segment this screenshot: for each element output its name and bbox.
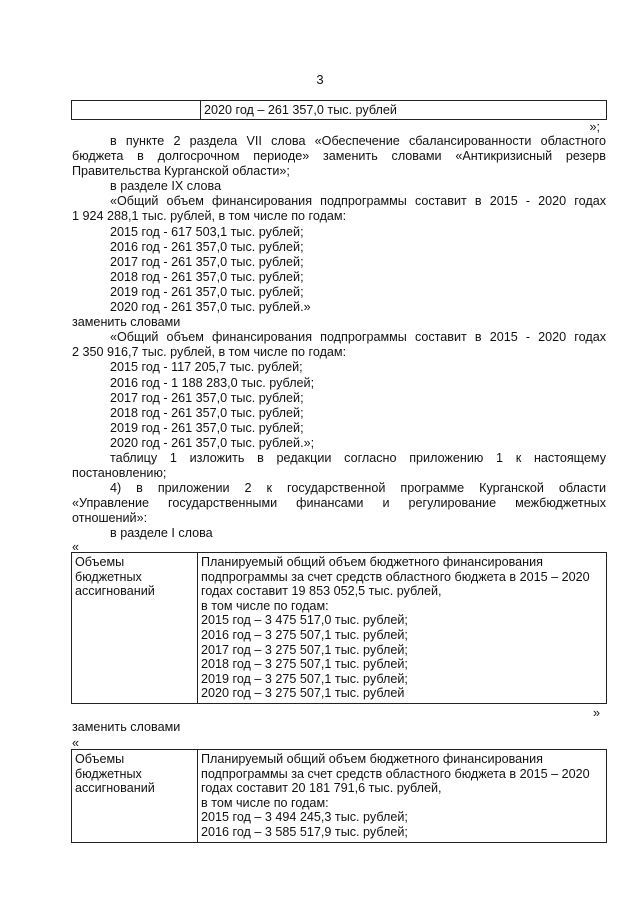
label-line: ассигнований bbox=[75, 584, 155, 599]
content-line: 2018 год – 3 275 507,1 тыс. рублей; bbox=[201, 657, 408, 672]
old-year-line: 2017 год - 261 357,0 тыс. рублей; bbox=[110, 254, 304, 269]
new-year-line: 2017 год - 261 357,0 тыс. рублей; bbox=[110, 390, 304, 405]
new-year-line: 2019 год - 261 357,0 тыс. рублей; bbox=[110, 420, 304, 435]
content-line: 2017 год – 3 275 507,1 тыс. рублей; bbox=[201, 642, 408, 657]
new-year-line: 2015 год - 117 205,7 тыс. рублей; bbox=[110, 360, 303, 375]
new-year-line: 2020 год - 261 357,0 тыс. рублей.»; bbox=[110, 435, 315, 450]
item4-line: отношений»: bbox=[72, 511, 148, 526]
para1-line: в пункте 2 раздела VII слова «Обеспечение сбалансированности областного bbox=[110, 134, 606, 148]
content-line: Планируемый общий объем бюджетного финансирования bbox=[201, 555, 543, 569]
table1-line: таблицу 1 изложить в редакции согласно приложению 1 к настоящему bbox=[110, 450, 606, 465]
content-line: в том числе по годам: bbox=[201, 795, 329, 810]
old-year-line: 2019 год - 261 357,0 тыс. рублей; bbox=[110, 284, 304, 299]
para1-line: бюджета в долгосрочном периоде» заменить словами «Антикризисный резерв bbox=[72, 149, 606, 164]
item4-line: 4) в приложении 2 к государственной программе Курганской области bbox=[110, 481, 606, 496]
old-year-line: 2018 год - 261 357,0 тыс. рублей; bbox=[110, 269, 304, 284]
old-quote-line: 1 924 288,1 тыс. рублей, в том числе по годам: bbox=[72, 209, 347, 224]
content-line: подпрограммы за счет средств областного бюджета в 2015 – 2020 bbox=[201, 569, 590, 584]
section9-intro: в разделе IX слова bbox=[110, 179, 222, 194]
funding-box-old-label bbox=[72, 553, 198, 703]
close-quote-1: » bbox=[592, 706, 600, 720]
replace-words: заменить словами bbox=[72, 315, 181, 330]
replace-words-2: заменить словами bbox=[72, 720, 181, 734]
content-line: 2019 год – 3 275 507,1 тыс. рублей; bbox=[201, 671, 408, 686]
label-line: бюджетных bbox=[75, 569, 142, 584]
funding-box-old bbox=[71, 552, 607, 704]
content-line: 2015 год – 3 494 245,3 тыс. рублей; bbox=[201, 810, 408, 825]
funding-box-new-content bbox=[198, 750, 606, 842]
table1-line: постановлению; bbox=[72, 466, 167, 481]
label-line: ассигнований bbox=[75, 781, 155, 796]
funding-box-new-label bbox=[72, 750, 198, 842]
new-quote-line: «Общий объем финансирования подпрограммы составит в 2015 - 2020 годах bbox=[110, 330, 606, 345]
new-quote-line: 2 350 916,7 тыс. рублей, в том числе по годам: bbox=[72, 345, 347, 360]
content-line: годах составит 20 181 791,6 тыс. рублей, bbox=[201, 781, 442, 796]
new-year-line: 2016 год - 1 188 283,0 тыс. рублей; bbox=[110, 375, 315, 390]
content-line: 2016 год – 3 585 517,9 тыс. рублей; bbox=[201, 824, 408, 839]
top-table-cell: 2020 год – 261 357,0 тыс. рублей bbox=[204, 103, 397, 117]
content-line: подпрограммы за счет средств областного бюджета в 2015 – 2020 bbox=[201, 766, 590, 781]
item4-line: «Управление государственными финансами и регулирование межбюджетных bbox=[72, 496, 606, 511]
label-line: бюджетных bbox=[75, 766, 142, 781]
open-quote-2: « bbox=[72, 736, 80, 750]
label-line: Объемы bbox=[75, 555, 125, 569]
content-line: 2016 год – 3 275 507,1 тыс. рублей; bbox=[201, 627, 408, 642]
page-number: 3 bbox=[316, 72, 324, 87]
closing-quote-top: »; bbox=[589, 120, 600, 134]
label-line: Объемы bbox=[75, 752, 125, 766]
old-year-line: 2016 год - 261 357,0 тыс. рублей; bbox=[110, 239, 304, 254]
content-line: в том числе по годам: bbox=[201, 598, 329, 613]
content-line: 2015 год – 3 475 517,0 тыс. рублей; bbox=[201, 613, 408, 628]
document-body bbox=[72, 134, 606, 542]
top-table-fragment bbox=[71, 100, 607, 120]
open-quote-1: « bbox=[72, 540, 80, 554]
funding-box-new bbox=[71, 749, 607, 843]
section1-intro: в разделе I слова bbox=[110, 526, 213, 541]
content-line: Планируемый общий объем бюджетного финансирования bbox=[201, 752, 543, 766]
new-year-line: 2018 год - 261 357,0 тыс. рублей; bbox=[110, 405, 304, 420]
old-year-line: 2015 год - 617 503,1 тыс. рублей; bbox=[110, 224, 304, 239]
top-table-empty-cell bbox=[72, 101, 201, 119]
content-line: 2020 год – 3 275 507,1 тыс. рублей bbox=[201, 686, 405, 701]
content-line: годах составит 19 853 052,5 тыс. рублей, bbox=[201, 584, 442, 599]
old-year-line: 2020 год - 261 357,0 тыс. рублей.» bbox=[110, 300, 311, 315]
para1-line: Правительства Курганской области»; bbox=[72, 164, 290, 179]
funding-box-old-content bbox=[198, 553, 606, 703]
old-quote-line: «Общий объем финансирования подпрограммы составит в 2015 - 2020 годах bbox=[110, 194, 606, 209]
